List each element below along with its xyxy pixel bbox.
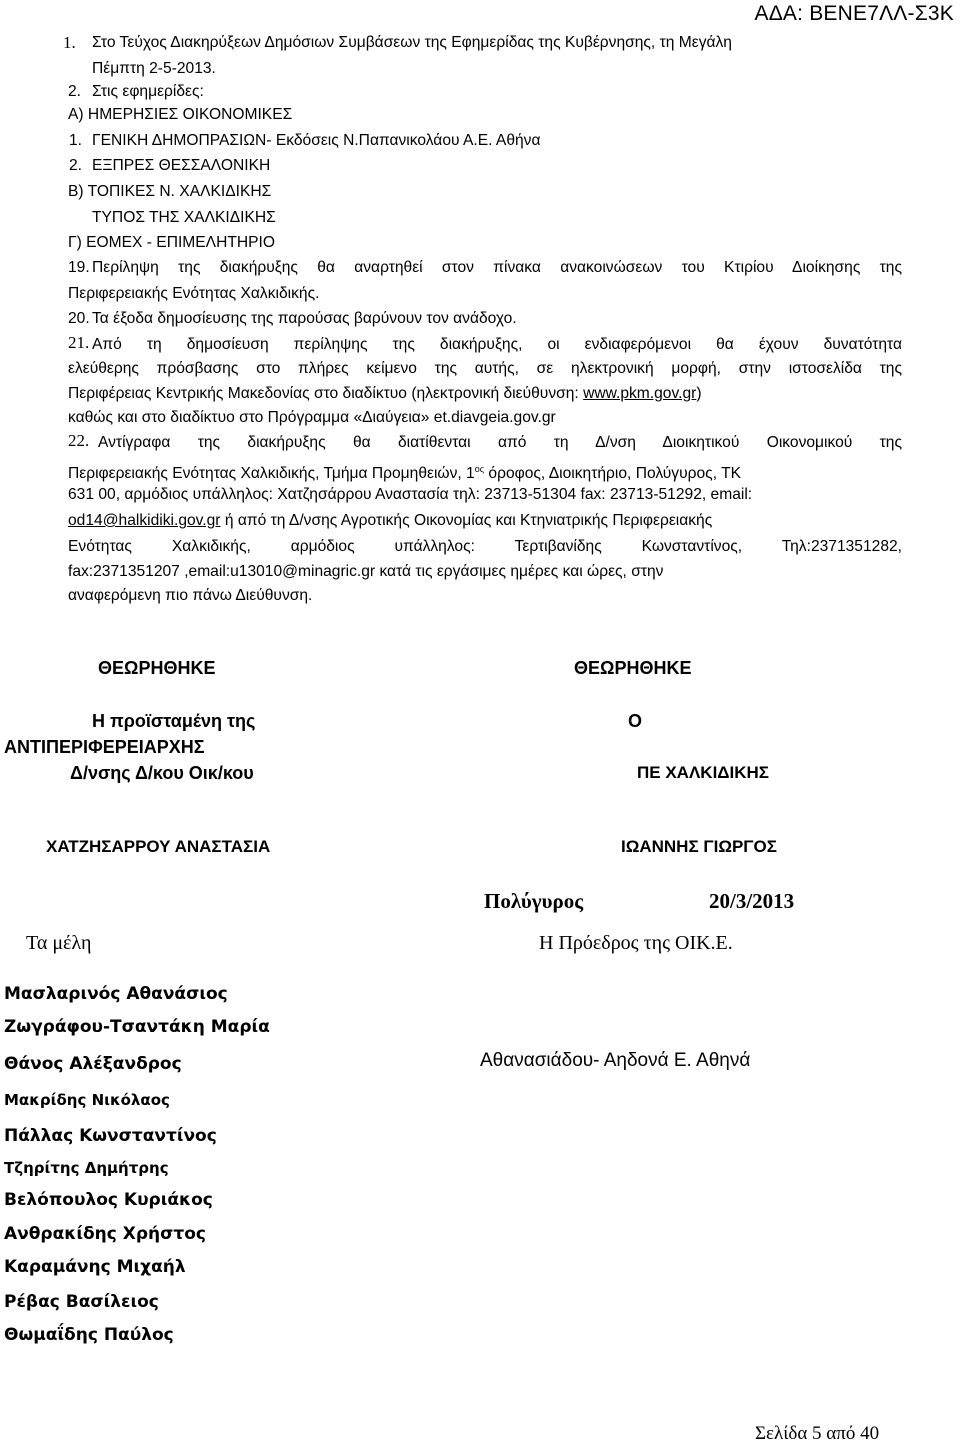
member-name: Πάλλας Κωνσταντίνος bbox=[4, 1126, 217, 1146]
right-role-line-1: Ο bbox=[628, 711, 643, 731]
newspaper-group-a: Α) ΗΜΕΡΗΣΙΕΣ ΟΙΚΟΝΟΜΙΚΕΣ bbox=[68, 106, 293, 123]
article-19-line-2: Περιφερειακής Ενότητας Χαλκιδικής. bbox=[68, 285, 320, 302]
article-22-line-7: αναφερόμενη πιο πάνω Διεύθυνση. bbox=[68, 587, 313, 604]
member-name: Ζωγράφου-Τσαντάκη Μαρία bbox=[4, 1017, 270, 1037]
chair-heading: Η Πρόεδρος της ΟΙΚ.Ε. bbox=[539, 932, 733, 954]
newspaper-group-b: Β) ΤΟΠΙΚΕΣ Ν. ΧΑΛΚΙΔΙΚΗΣ bbox=[68, 183, 272, 200]
article-21-line-3 bbox=[68, 383, 702, 405]
left-signatory-name: ΧΑΤΖΗΣΑΡΡΟΥ ΑΝΑΣΤΑΣΙΑ bbox=[46, 837, 271, 856]
left-approved-label: ΘΕΩΡΗΘΗΚΕ bbox=[98, 658, 216, 678]
left-role-line-2: ΑΝΤΙΠΕΡΙΦΕΡΕΙΑΡΧΗΣ bbox=[4, 737, 205, 757]
item-number: 2. bbox=[68, 83, 82, 100]
article-22-line-2-a: Περιφερειακής Ενότητας Χαλκιδικής, Τμήμα Προμηθειών, 1 bbox=[68, 465, 475, 483]
article-21-line-4: καθώς και στο διαδίκτυο στο Πρόγραμμα «Διαύγεια» et.diavgeia.gov.gr bbox=[68, 409, 556, 426]
item-number: 2. bbox=[69, 157, 83, 174]
article-22-line-5: Ενότητας Χαλκιδικής, αρμόδιος υπάλληλος: Τερτιβανίδης Κωνσταντίνος, Τηλ:2371351282, bbox=[68, 538, 902, 555]
member-name: Βελόπουλος Κυριάκος bbox=[4, 1190, 213, 1210]
newspaper-a-2: ΕΞΠΡΕΣ ΘΕΣΣΑΛΟΝΙΚΗ bbox=[92, 157, 271, 174]
article-number: 21. bbox=[68, 333, 90, 352]
left-role-line-3: Δ/νσης Δ/κου Οικ/κου bbox=[70, 763, 254, 783]
publication-item-1-line-1: Στο Τεύχος Διακηρύξεων Δημόσιων Συμβάσεων της Εφημερίδας της Κυβέρνησης, τη Μεγάλη bbox=[92, 34, 732, 51]
member-name: Θάνος Αλέξανδρος bbox=[4, 1054, 182, 1074]
article-21-line-1: Από τη δημοσίευση περίληψης της διακήρυξης, οι ενδιαφερόμενοι θα έχουν δυνατότητα bbox=[92, 336, 902, 353]
publication-item-1-line-2: Πέμπτη 2-5-2013. bbox=[92, 60, 216, 77]
article-22-line-4-rest: ή από τη Δ/νσης Αγροτικής Οικονομίας και Κτηνιατρικής Περιφερειακής bbox=[220, 512, 713, 529]
article-21-line-3-suffix: ) bbox=[696, 385, 702, 402]
chair-name: Αθανασιάδου- Αηδονά Ε. Αθηνά bbox=[480, 1050, 751, 1071]
article-number: 22. bbox=[68, 431, 90, 450]
article-21-line-2: ελεύθερης πρόσβασης στο πλήρες κείμενο της αυτής, σε ηλεκτρονική μορφή, στην ιστοσελίδα της bbox=[68, 360, 902, 377]
pkm-website-link[interactable]: www.pkm.gov.gr bbox=[583, 385, 697, 402]
article-19-line-1: Περίληψη της διακήρυξης θα αναρτηθεί στον πίνακα ανακοινώσεων του Κτιρίου Διοίκησης της bbox=[92, 259, 902, 276]
article-22-line-1: Αντίγραφα της διακήρυξης θα διατίθενται από τη Δ/νση Διοικητικού Οικονομικού της bbox=[98, 434, 902, 451]
newspaper-group-c: Γ) ΕΟΜΕΧ - ΕΠΙΜΕΛΗΤΗΡΙΟ bbox=[68, 234, 276, 251]
item-number: 1. bbox=[69, 132, 83, 149]
right-approved-label: ΘΕΩΡΗΘΗΚΕ bbox=[574, 658, 692, 678]
article-22-line-3: 631 00, αρμόδιος υπάλληλος: Χατζησάρρου Αναστασία τηλ: 23713-51304 fax: 23713-51292, email: bbox=[68, 486, 753, 503]
ordinal-superscript: ος bbox=[474, 464, 485, 474]
page-number: Σελίδα 5 από 40 bbox=[755, 1423, 880, 1444]
member-name: Ανθρακίδης Χρήστος bbox=[4, 1224, 206, 1244]
member-name: Καραμάνης Μιχαήλ bbox=[4, 1257, 186, 1277]
member-name: Ρέβας Βασίλειος bbox=[4, 1292, 159, 1312]
email-link[interactable]: od14@halkidiki.gov.gr bbox=[68, 512, 221, 529]
members-heading: Τα μέλη bbox=[26, 932, 92, 954]
place-label: Πολύγυρος bbox=[484, 889, 584, 913]
article-22-line-4 bbox=[68, 510, 712, 532]
newspaper-a-1: ΓΕΝΙΚΗ ΔΗΜΟΠΡΑΣΙΩΝ- Εκδόσεις Ν.Παπανικολάου Α.Ε. Αθήνα bbox=[92, 132, 541, 149]
article-22-line-6: fax:2371351207 ,email:u13010@minagric.gr κατά τις εργάσιμες ημέρες και ώρες, στην bbox=[68, 563, 664, 580]
article-22-line-2 bbox=[68, 458, 741, 485]
member-name: Τζηρίτης Δημήτρης bbox=[4, 1159, 169, 1177]
member-name: Μακρίδης Νικόλαος bbox=[4, 1091, 170, 1109]
right-signatory-name: ΙΩΑΝΝΗΣ ΓΙΩΡΓΟΣ bbox=[621, 837, 777, 856]
date-label: 20/3/2013 bbox=[709, 889, 795, 913]
publication-item-2: Στις εφημερίδες: bbox=[92, 83, 204, 100]
article-number: 19. bbox=[68, 259, 90, 276]
article-number: 20. bbox=[68, 310, 90, 327]
left-role-line-1: Η προϊσταμένη της bbox=[92, 711, 256, 731]
ada-code: ΑΔΑ: ΒΕΝΕ7ΛΛ-Σ3Κ bbox=[754, 2, 954, 25]
right-role-line-2: ΠΕ ΧΑΛΚΙΔΙΚΗΣ bbox=[637, 763, 769, 782]
member-name: Θωμαΐδης Παύλος bbox=[4, 1325, 174, 1345]
member-name: Μασλαρινός Αθανάσιος bbox=[4, 984, 228, 1004]
article-20-line-1: Τα έξοδα δημοσίευσης της παρούσας βαρύνουν τον ανάδοχο. bbox=[92, 310, 517, 327]
article-21-line-3-prefix: Περιφέρειας Κεντρικής Μακεδονίας στο διαδίκτυο (ηλεκτρονική διεύθυνση: bbox=[68, 385, 584, 402]
newspaper-b-1: ΤΥΠΟΣ ΤΗΣ ΧΑΛΚΙΔΙΚΗΣ bbox=[92, 209, 276, 226]
item-number: 1. bbox=[63, 33, 76, 52]
article-22-line-2-b: όροφος, Διοικητήριο, Πολύγυρος, ΤΚ bbox=[484, 465, 742, 483]
